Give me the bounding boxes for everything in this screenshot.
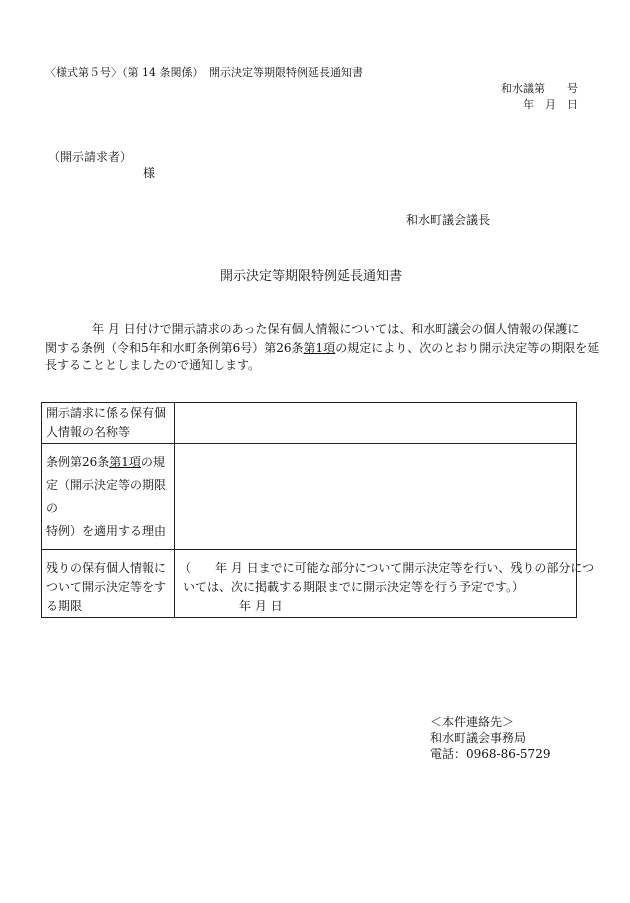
label-text: の規 xyxy=(140,454,165,469)
body-line-2-start: 関する条例（令和5年和水町条例第6号）第26条 xyxy=(45,341,304,355)
page-title: 開示決定等期限特例延長通知書 xyxy=(220,269,403,284)
value-line: 年 月 日 xyxy=(239,599,283,613)
label-line: 定（開示決定等の期限の xyxy=(46,477,167,515)
label-line: 開示請求に係る保有個 xyxy=(46,406,167,420)
body-line-2 xyxy=(45,339,599,356)
label-line: る期限 xyxy=(46,599,83,613)
row-value-reason xyxy=(175,444,577,550)
info-table xyxy=(41,402,595,618)
contact-office: 和水町議会事務局 xyxy=(430,731,527,745)
label-line xyxy=(46,451,170,474)
body-line-2-end: の規定により、次のとおり開示決定等の期限を延 xyxy=(335,341,600,355)
body-line-1: 年 月 日付けで開示請求のあった保有個人情報については、和水町議会の個人情報の保護に xyxy=(80,322,580,336)
label-text-underlined: 第1項 xyxy=(109,454,141,469)
value-line: いては、次に掲載する期限までに開示決定等を行う予定です。） xyxy=(183,580,525,594)
table-row xyxy=(42,403,577,444)
document-date: 年 月 日 xyxy=(523,98,578,111)
row-value-deadline xyxy=(175,550,595,618)
label-text: 条例第26条 xyxy=(46,454,110,469)
label-line: 人情報の名称等 xyxy=(46,425,131,439)
row-label-deadline xyxy=(42,550,175,618)
label-line: 特例）を適用する理由 xyxy=(46,523,167,538)
row-label-target-info xyxy=(42,403,175,444)
body-line-3: 長することとしましたので通知します。 xyxy=(45,358,261,372)
table-row xyxy=(42,550,577,618)
document-number: 和水議第 号 xyxy=(501,82,578,95)
value-line: （ 年 月 日までに可能な部分について開示決定等を行い、残りの部分につ xyxy=(179,561,595,575)
contact-phone: 電話：0968-86-5729 xyxy=(430,747,551,761)
contact-heading: ＜本件連絡先＞ xyxy=(430,715,515,729)
recipient-honorific: 様 xyxy=(143,166,156,180)
row-label-reason xyxy=(42,444,175,550)
row-value-target-info xyxy=(175,403,577,444)
recipient-label: （開示請求者） xyxy=(48,150,133,164)
table-row xyxy=(42,444,577,550)
label-line: 残りの保有個人情報に xyxy=(46,561,167,575)
form-reference: 〈様式第５号〉（第 14 条関係） 開示決定等期限特例延長通知書 xyxy=(45,66,363,79)
body-line-2-underlined: 第1項 xyxy=(303,341,336,355)
sender-name: 和水町議会議長 xyxy=(406,213,491,227)
label-line: ついて開示決定等をす xyxy=(46,580,167,594)
